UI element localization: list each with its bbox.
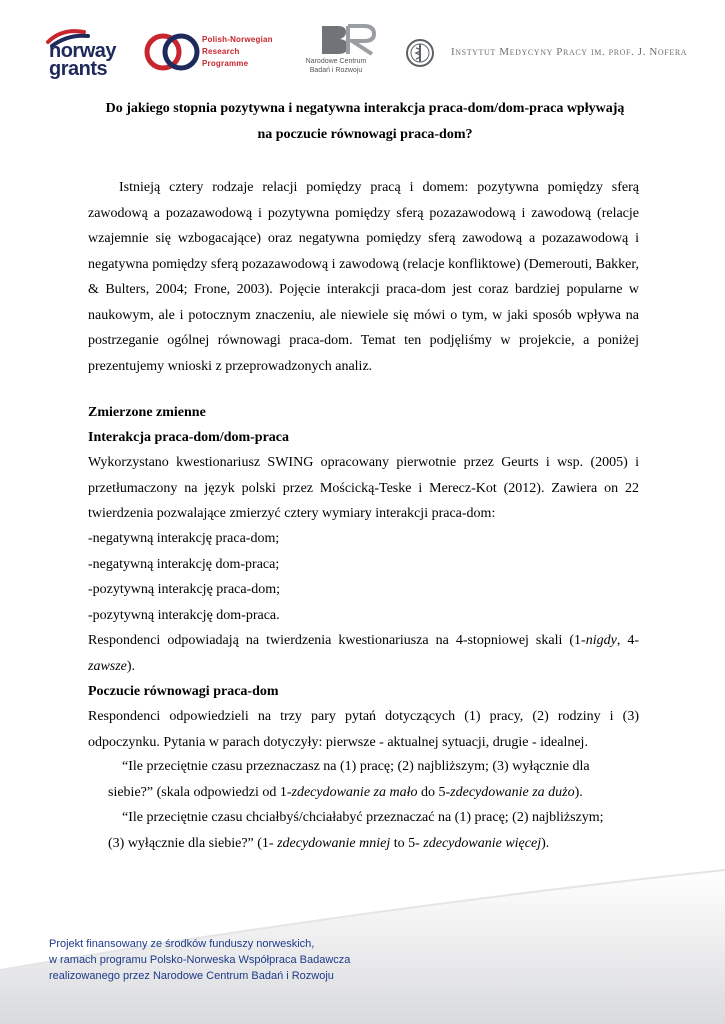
question-scale-label: zdecydowanie za dużo [450, 784, 575, 800]
scale-description [88, 628, 639, 679]
question-text: siebie?” (skala odpowiedzi od 1- [108, 784, 292, 800]
imp-institute-name: Instytut Medycyny Pracy im. prof. J. Nofera [451, 46, 688, 58]
question-text: ). [574, 784, 583, 800]
scale-text: , 4- [616, 633, 639, 648]
norway-grants-logo-text [49, 42, 129, 78]
scale-text: ). [126, 658, 136, 674]
dimension-item: -pozytywną interakcję dom-praca. [88, 607, 280, 623]
footer-line: realizowanego przez Narodowe Centrum Badań i Rozwoju [49, 970, 334, 982]
scale-text: Respondenci odpowiadają na twierdzenia kwestionariusza na 4-stopniowej skali (1- [88, 633, 586, 648]
footer-line: w ramach programu Polsko-Norweska Współpraca Badawcza [49, 954, 351, 966]
document-title-line-1: Do jakiego stopnia pozytywna i negatywna interakcja praca-dom/dom-praca wpływają [105, 101, 625, 116]
question-text: (3) wyłącznie dla siebie?” (1- [108, 835, 278, 851]
imp-emblem-icon [405, 38, 435, 68]
document-title-line-2: na poczucie równowagi praca-dom? [257, 127, 473, 142]
question-1-line-2 [108, 780, 639, 806]
question-2-line-1: “Ile przeciętnie czasu chciałbyś/chciałabyć przeznaczać na (1) pracę; (2) najbliższym; [122, 810, 604, 825]
question-text: do 5- [417, 784, 451, 800]
footer-line: Projekt finansowany ze środków funduszy norweskich, [49, 938, 315, 950]
dimension-item: -pozytywną interakcję praca-dom; [88, 582, 281, 597]
ncbr-line: Narodowe Centrum [305, 58, 367, 65]
balance-description: Respondenci odpowiedzieli na trzy pary pytań dotyczących (1) pracy, (2) rodziny i (3) odpoczynku. Pytania w parach dotyczyły: pierwsze - aktualnej sytuacji, drugie - idealnej. [88, 709, 639, 750]
pnr-line: Research [202, 47, 240, 56]
pnr-line: Polish-Norwegian [202, 35, 273, 44]
pnr-logo-text [202, 34, 297, 70]
subsection-heading-interaction: Interakcja praca-dom/dom-praca [88, 430, 290, 445]
ncbr-line: Badań i Rozwoju [309, 67, 363, 74]
swing-description: Wykorzystano kwestionariusz SWING opracowany pierwotnie przez Geurts i wsp. (2005) i przetłumaczony na język polski przez Mościcką-Teske i Merecz-Kot (2012). Zawiera on 22 twierdzenia pozwalające zmierzyć cztery wymiary interakcji praca-dom: [88, 455, 639, 521]
scale-min-label: nigdy [585, 633, 617, 648]
question-scale-label: zdecydowanie za mało [291, 784, 418, 800]
ncbr-logo-text [296, 57, 376, 75]
scale-max-label: zawsze [88, 658, 127, 674]
dimension-item: -negatywną interakcję dom-praca; [88, 556, 280, 572]
section-heading: Zmierzone zmienne [88, 405, 206, 420]
intro-paragraph: Istnieją cztery rodzaje relacji pomiędzy pracą i domem: pozytywna pomiędzy sferą zawodową a pozazawodową i pozytywna pomiędzy sferą pozazawodową i zawodową (relacje wzajemnie się wzbogacające) oraz negatywna pomiędzy sferą zawodową a pozazawodową i negatywna pomiędzy sferą pozazawodową i zawodową (relacje konfliktowe) (Demerouti, Bakker, & Bulters, 2004; Frone, 2003). Pojęcie interakcji praca-dom jest coraz bardziej popularne w naukowym, ale i potocznym znaczeniu, ale niewiele się mówi o tym, w jaki sposób wpływa na postrzeganie ogólnej równowagi praca-dom. Temat ten podjęliśmy w projekcie, a poniżej prezentujemy wnioski z przeprowadzonych analiz. [88, 180, 639, 374]
logo-word-grants: grants [49, 58, 108, 80]
ncbr-logo-icon [318, 24, 380, 56]
question-scale-label: zdecydowanie mniej [277, 835, 391, 851]
question-1-line-1: “Ile przeciętnie czasu przeznaczasz na (1) pracę; (2) najbliższym; (3) wyłącznie dla [122, 759, 590, 774]
question-text: to 5- [390, 835, 424, 851]
header-logos [0, 0, 725, 90]
footer-funding-note [49, 936, 469, 984]
subsection-heading-balance: Poczucie równowagi praca-dom [88, 684, 279, 699]
pnr-rings-icon [143, 32, 201, 72]
pnr-line: Programme [202, 59, 249, 68]
dimension-item: -negatywną interakcję praca-dom; [88, 531, 280, 546]
logo-word-norway: norway [49, 40, 117, 62]
question-scale-label: zdecydowanie więcej [423, 835, 542, 851]
question-text: ). [541, 835, 550, 851]
